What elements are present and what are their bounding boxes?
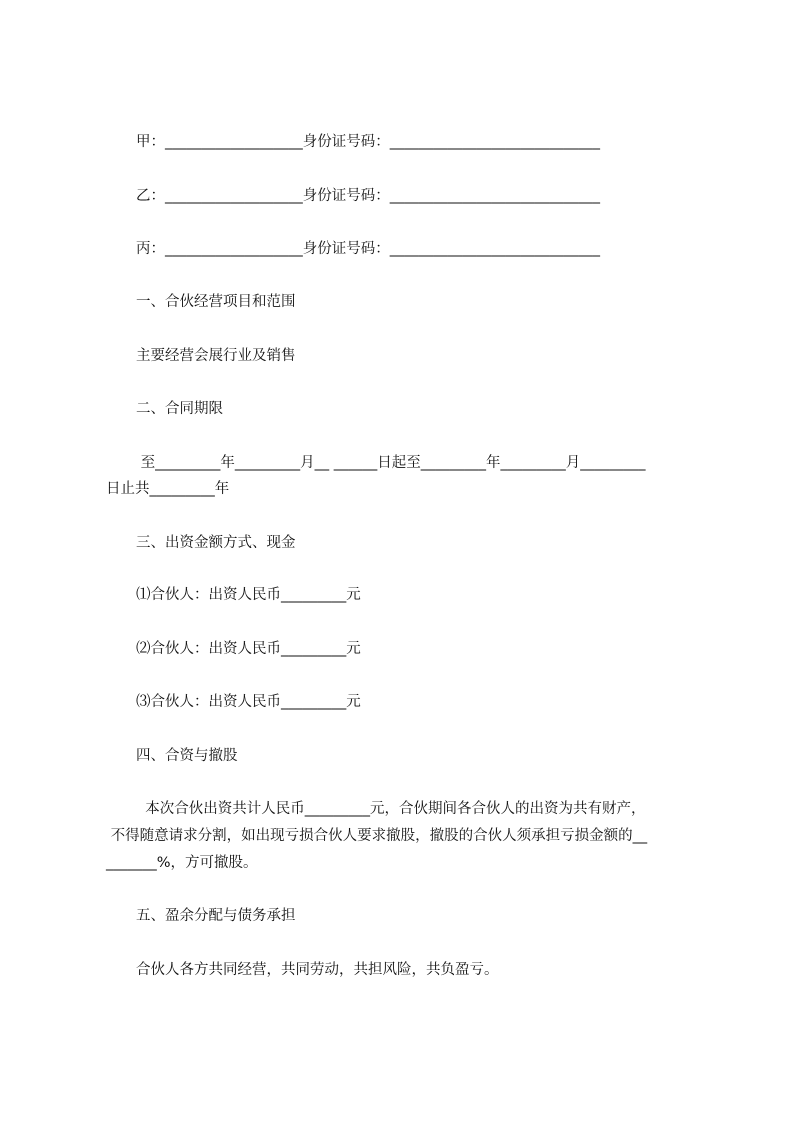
section5-heading: 五、盈余分配与债务承担 (136, 908, 296, 924)
section4-heading: 四、合资与撤股 (136, 748, 238, 764)
section4-body-line1: 本次合伙出资共计人民币_________元，合伙期间各合伙人的出资为共有财产， (136, 801, 646, 817)
section2-body-line2: 日止共_________年 (106, 481, 230, 497)
section2-heading: 二、合同期限 (136, 401, 223, 417)
section5-body: 合伙人各方共同经营，共同劳动，共担风险，共负盈亏。 (136, 962, 499, 978)
section3-item: ⑵合伙人：出资人民币_________元 (136, 641, 361, 657)
section3-item: ⑴合伙人：出资人民币_________元 (136, 587, 361, 603)
section1-heading: 一、合伙经营项目和范围 (136, 294, 296, 310)
party-jia-line: 甲：___________________身份证号码：_____________________________ (136, 134, 600, 150)
section4-body-line3: _______%，方可撤股。 (106, 855, 258, 871)
section3-heading: 三、出资金额方式、现金 (136, 535, 296, 551)
section2-body-line1: 至_________年_________月__ ______日起至_________年_________月_________ (136, 455, 646, 471)
party-yi-line: 乙：___________________身份证号码：_____________________________ (136, 188, 600, 204)
section1-body: 主要经营会展行业及销售 (136, 348, 296, 364)
section3-item: ⑶合伙人：出资人民币_________元 (136, 694, 361, 710)
party-bing-line: 丙：___________________身份证号码：_____________________________ (136, 241, 600, 257)
section4-body-line2: 不得随意请求分割，如出现亏损合伙人要求撤股，撤股的合伙人须承担亏损金额的__ (106, 828, 648, 844)
